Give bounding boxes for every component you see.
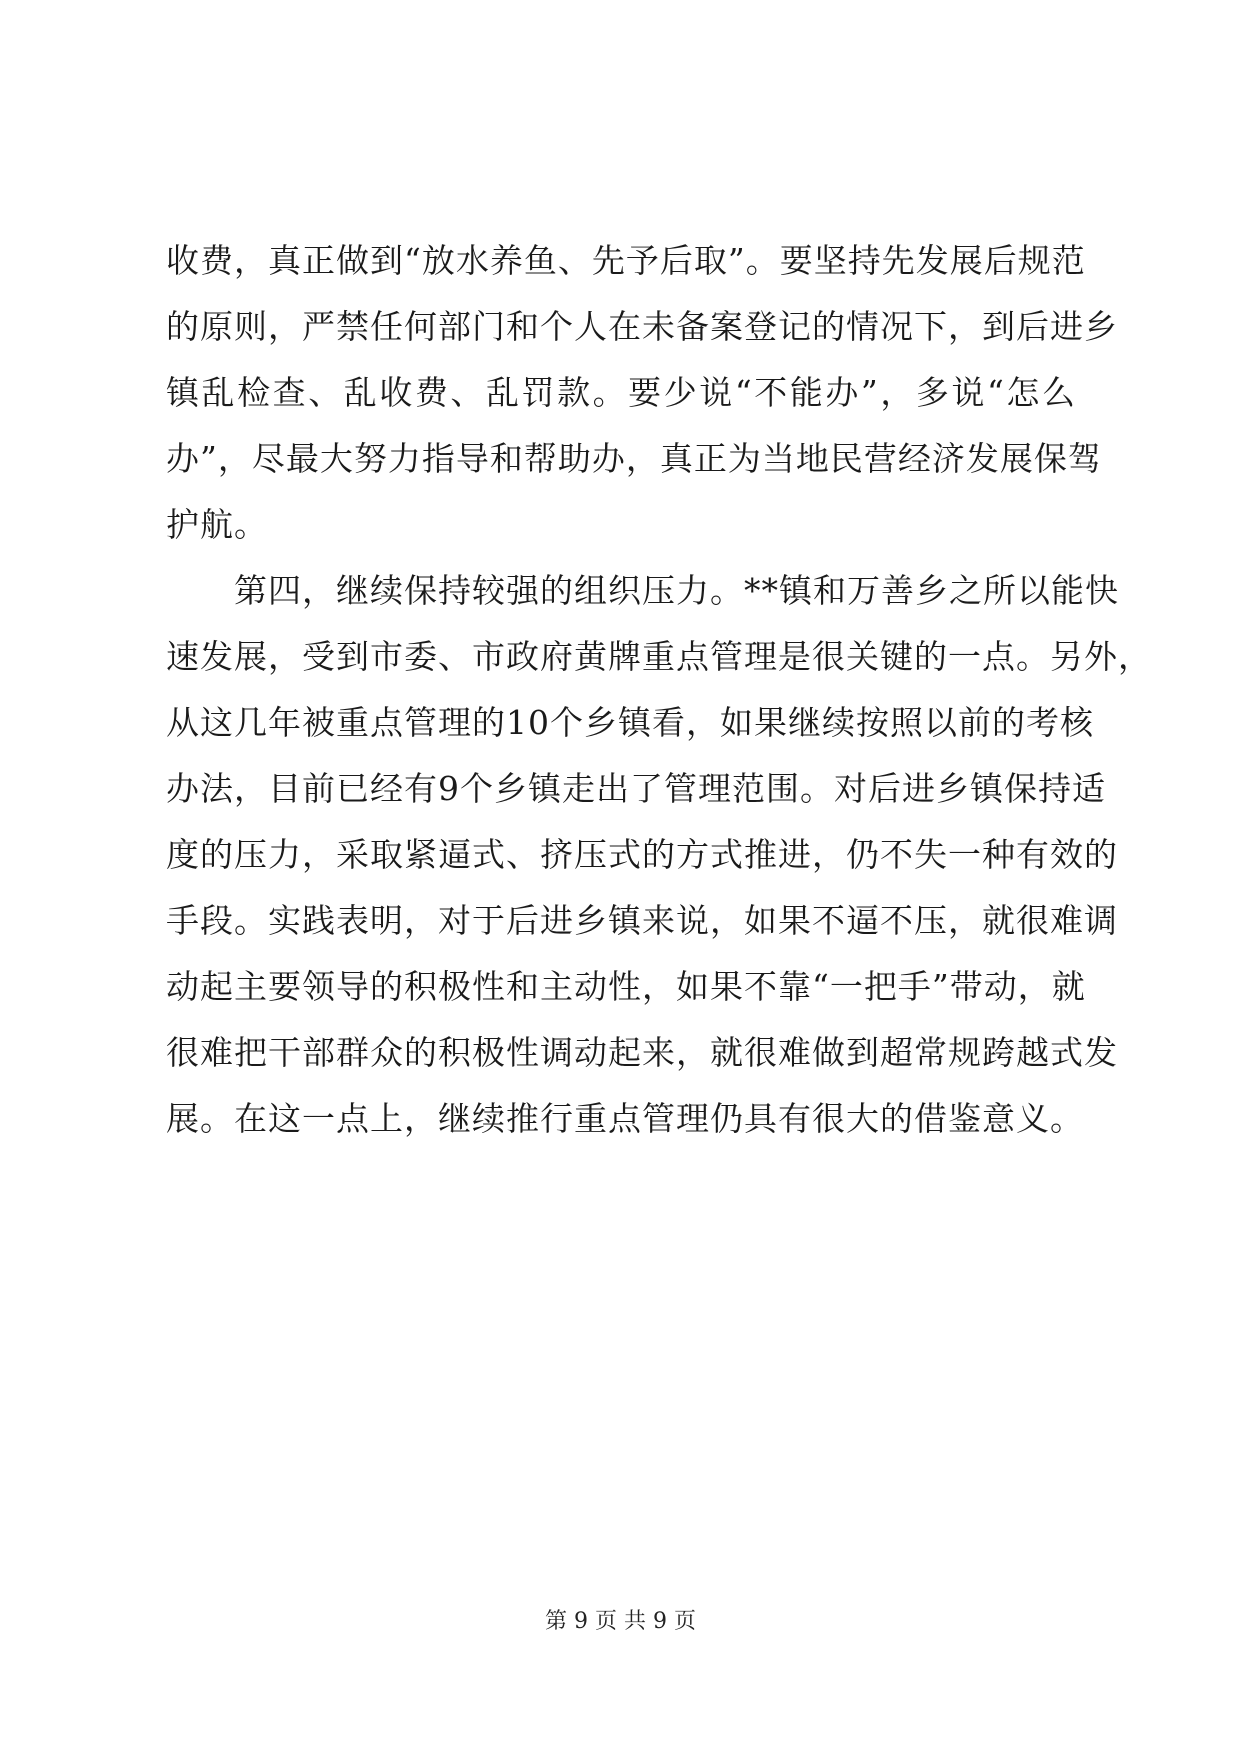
page-number-footer: 第 9 页 共 9 页 xyxy=(545,1609,696,1634)
text-line: 展。在这一点上，继续推行重点管理仍具有很大的借鉴意义。 xyxy=(166,1099,1084,1138)
text-line: 镇乱检查、乱收费、乱罚款。要少说“不能办”，多说“怎么 xyxy=(166,373,1076,412)
text-line: 第四，继续保持较强的组织压力。**镇和万善乡之所以能快 xyxy=(166,571,1119,610)
text-line: 从这几年被重点管理的10个乡镇看，如果继续按照以前的考核 xyxy=(166,703,1094,742)
document-body xyxy=(166,228,1152,1152)
text-line: 的原则，严禁任何部门和个人在未备案登记的情况下，到后进乡 xyxy=(166,307,1118,346)
text-line: 手段。实践表明，对于后进乡镇来说，如果不逼不压，就很难调 xyxy=(166,901,1118,940)
text-line: 办法，目前已经有9个乡镇走出了管理范围。对后进乡镇保持适 xyxy=(166,769,1106,808)
text-line: 动起主要领导的积极性和主动性，如果不靠“一把手”带动，就 xyxy=(166,967,1086,1006)
text-line: 度的压力，采取紧逼式、挤压式的方式推进，仍不失一种有效的 xyxy=(166,835,1118,874)
text-line: 很难把干部群众的积极性调动起来，就很难做到超常规跨越式发 xyxy=(166,1033,1118,1072)
text-line: 收费，真正做到“放水养鱼、先予后取”。要坚持先发展后规范 xyxy=(166,241,1086,280)
text-line: 办”，尽最大努力指导和帮助办，真正为当地民营经济发展保驾 xyxy=(166,439,1102,478)
text-line: 护航。 xyxy=(166,505,268,544)
text-line: 速发展，受到市委、市政府黄牌重点管理是很关键的一点。另外， xyxy=(166,637,1152,676)
